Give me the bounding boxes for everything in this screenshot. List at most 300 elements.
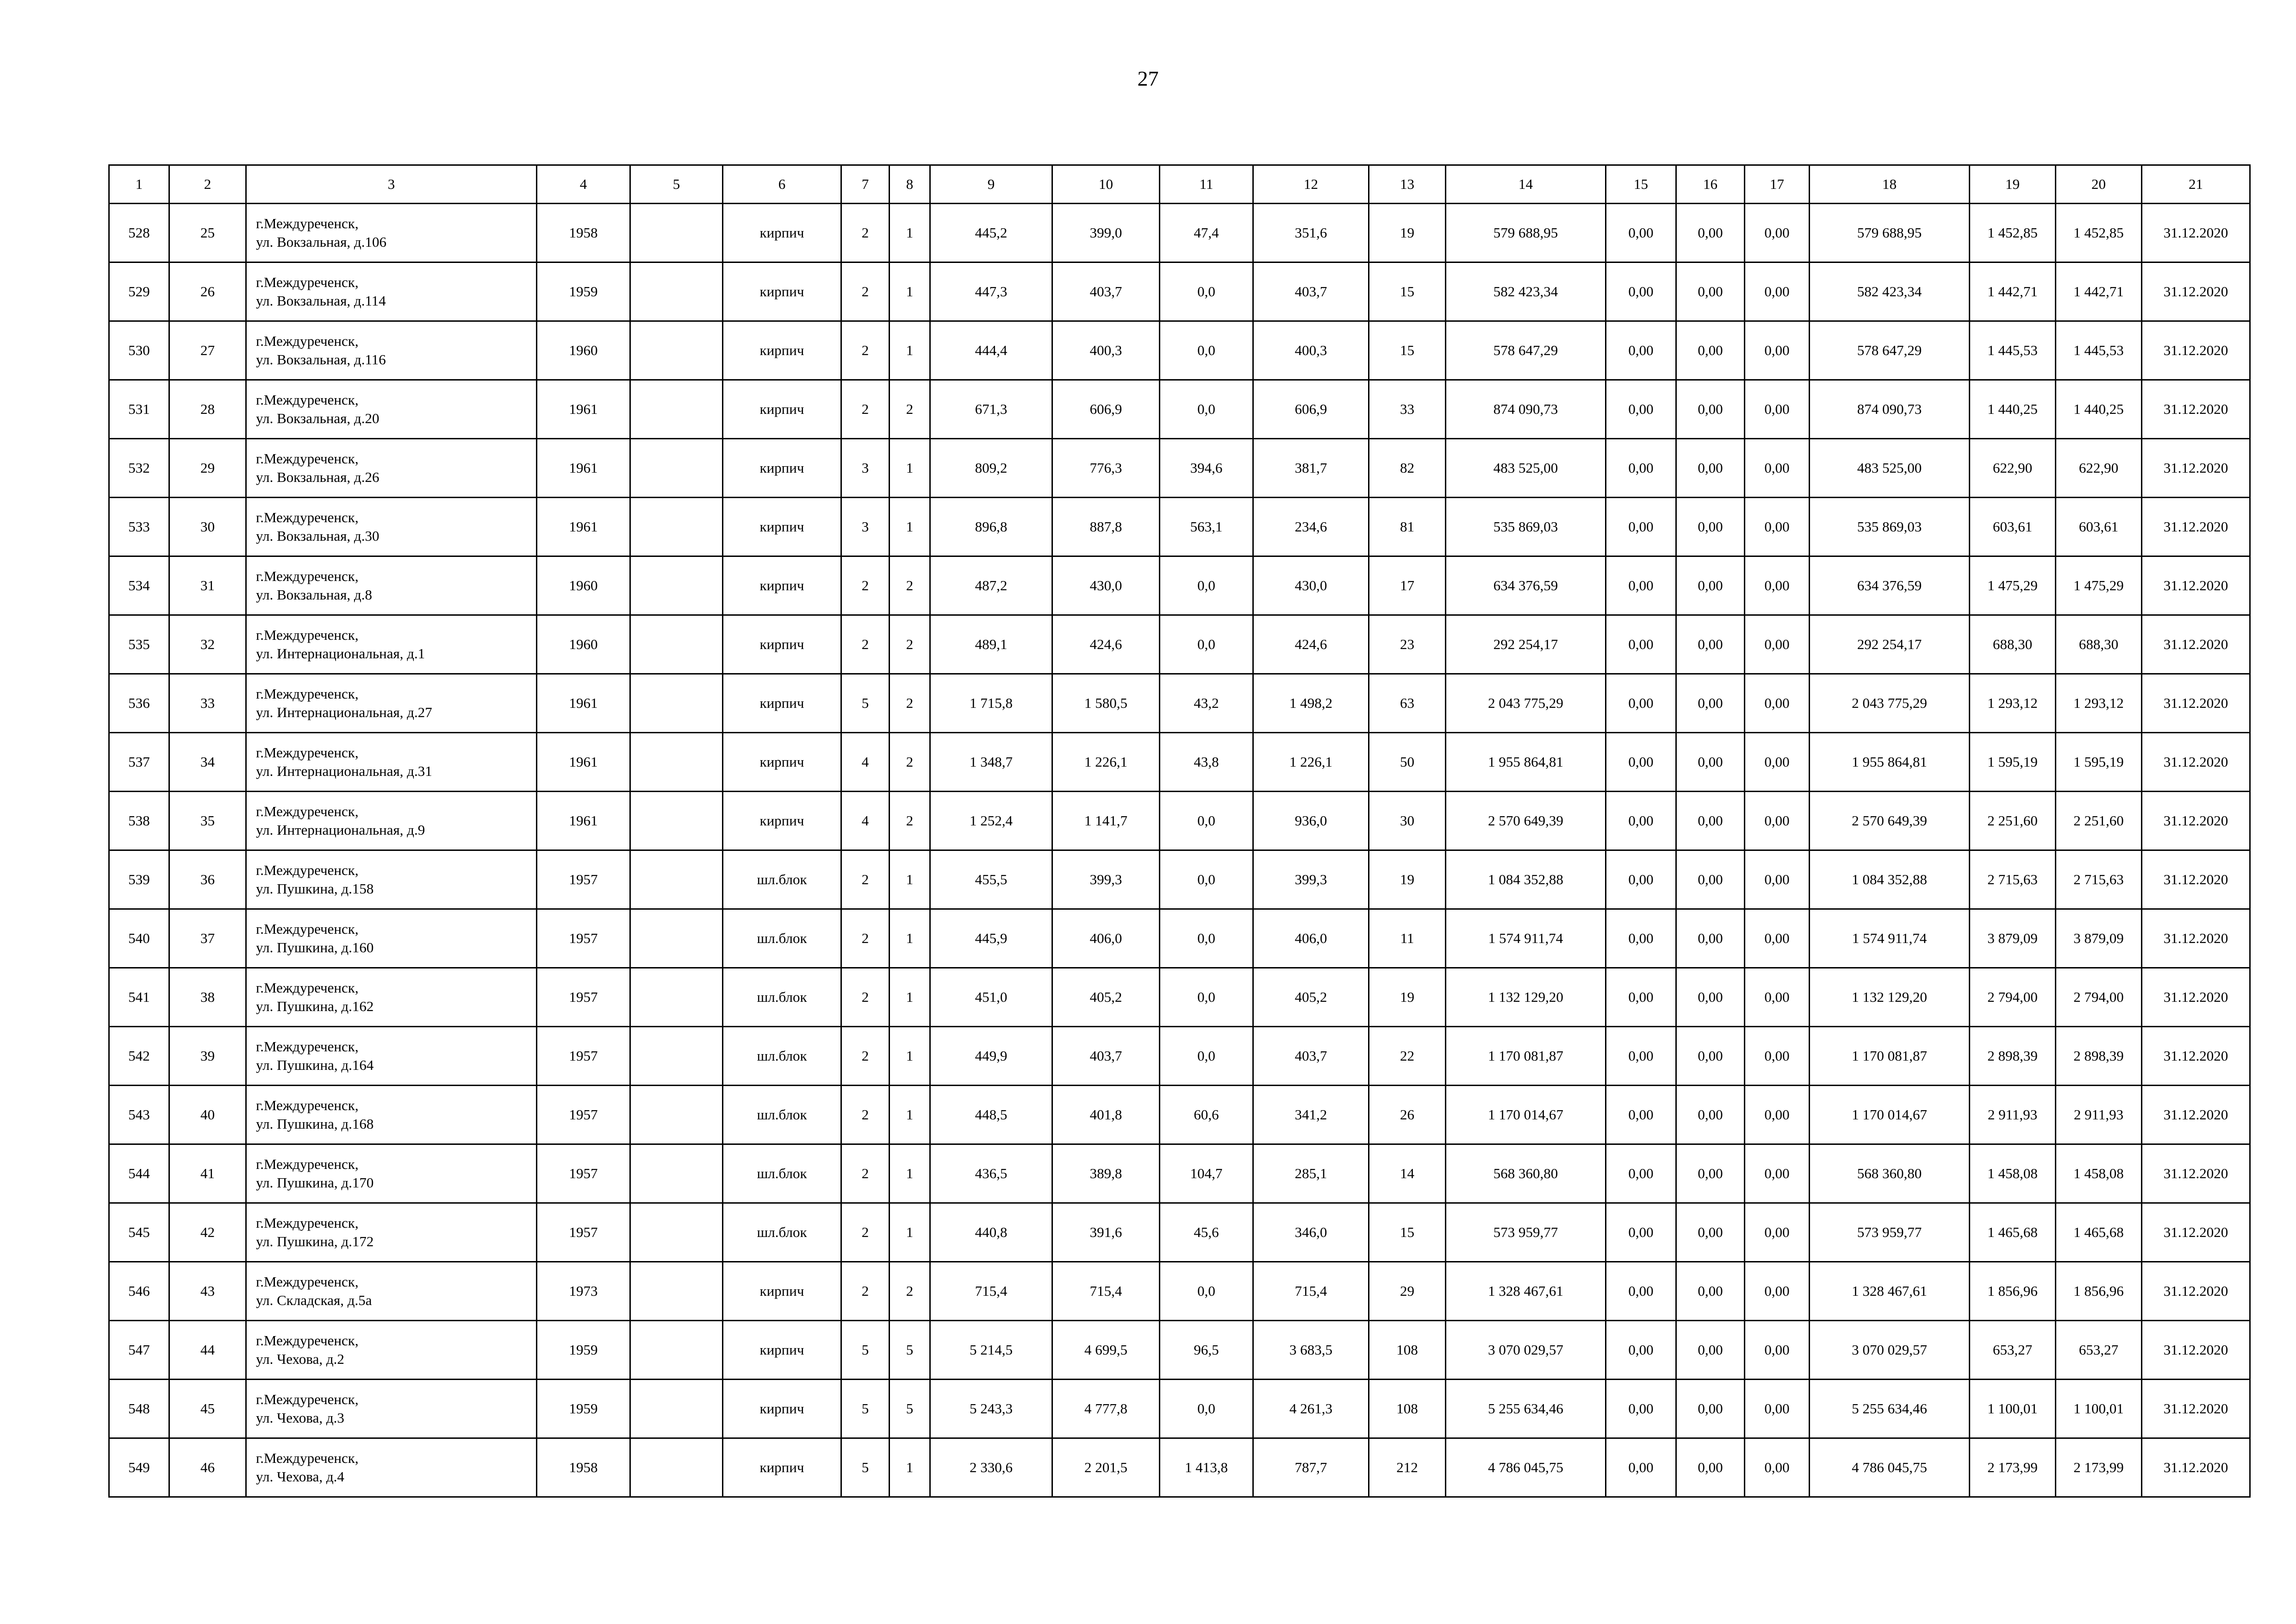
cell-col-12: 400,3 [1253,321,1369,380]
cell-col-15: 0,00 [1606,204,1676,262]
cell-col-12: 1 498,2 [1253,674,1369,733]
cell-col-18: 483 525,00 [1810,439,1970,498]
cell-col-8: 1 [890,498,930,556]
cell-col-19: 1 465,68 [1970,1203,2056,1262]
cell-col-5 [630,439,723,498]
cell-col-10: 4 699,5 [1052,1321,1160,1380]
cell-col-7: 2 [841,1203,890,1262]
cell-col-20: 1 440,25 [2056,380,2142,439]
cell-col-14: 1 132 129,20 [1446,968,1606,1027]
housing-register-table [108,164,2251,1498]
cell-col-14: 634 376,59 [1446,556,1606,615]
cell-col-19: 1 458,08 [1970,1144,2056,1203]
cell-col-1: 528 [109,204,169,262]
cell-col-17: 0,00 [1745,1086,1810,1144]
cell-col-21: 31.12.2020 [2142,909,2250,968]
cell-col-8: 1 [890,968,930,1027]
cell-col-6: шл.блок [723,1203,841,1262]
cell-col-12: 1 226,1 [1253,733,1369,792]
cell-col-12: 3 683,5 [1253,1321,1369,1380]
address-city: г.Междуреченск, [256,744,359,761]
cell-col-2: 42 [169,1203,246,1262]
cell-col-16: 0,00 [1676,556,1745,615]
address-cell [246,674,537,733]
column-header-21: 21 [2142,165,2250,204]
cell-col-19: 1 293,12 [1970,674,2056,733]
address-cell [246,1027,537,1086]
address-cell [246,1086,537,1144]
cell-col-16: 0,00 [1676,1321,1745,1380]
cell-col-17: 0,00 [1745,262,1810,321]
cell-col-10: 403,7 [1052,262,1160,321]
cell-col-8: 1 [890,1203,930,1262]
cell-col-5 [630,204,723,262]
cell-col-6: шл.блок [723,1027,841,1086]
cell-col-12: 341,2 [1253,1086,1369,1144]
cell-col-20: 1 293,12 [2056,674,2142,733]
column-number-row [109,165,2250,204]
cell-col-4: 1961 [537,674,630,733]
table-row [109,204,2250,262]
cell-col-21: 31.12.2020 [2142,1027,2250,1086]
cell-col-12: 4 261,3 [1253,1380,1369,1438]
cell-col-18: 535 869,03 [1810,498,1970,556]
cell-col-17: 0,00 [1745,850,1810,909]
cell-col-9: 489,1 [930,615,1052,674]
cell-col-16: 0,00 [1676,733,1745,792]
cell-col-21: 31.12.2020 [2142,380,2250,439]
address-street: ул. Складская, д.5а [256,1292,372,1308]
cell-col-14: 568 360,80 [1446,1144,1606,1203]
cell-col-5 [630,968,723,1027]
cell-col-6: кирпич [723,1380,841,1438]
cell-col-16: 0,00 [1676,439,1745,498]
cell-col-10: 715,4 [1052,1262,1160,1321]
cell-col-11: 60,6 [1160,1086,1253,1144]
address-city: г.Междуреченск, [256,333,359,349]
cell-col-1: 534 [109,556,169,615]
cell-col-5 [630,498,723,556]
address-cell [246,262,537,321]
cell-col-21: 31.12.2020 [2142,262,2250,321]
cell-col-17: 0,00 [1745,674,1810,733]
address-street: ул. Пушкина, д.164 [256,1057,374,1073]
cell-col-6: кирпич [723,733,841,792]
cell-col-15: 0,00 [1606,1086,1676,1144]
cell-col-7: 2 [841,321,890,380]
cell-col-19: 1 595,19 [1970,733,2056,792]
cell-col-19: 603,61 [1970,498,2056,556]
column-header-17: 17 [1745,165,1810,204]
cell-col-11: 0,0 [1160,909,1253,968]
column-header-9: 9 [930,165,1052,204]
cell-col-1: 546 [109,1262,169,1321]
cell-col-15: 0,00 [1606,615,1676,674]
cell-col-13: 14 [1369,1144,1446,1203]
address-cell [246,615,537,674]
cell-col-20: 622,90 [2056,439,2142,498]
cell-col-8: 1 [890,850,930,909]
address-city: г.Междуреченск, [256,1391,359,1407]
cell-col-2: 32 [169,615,246,674]
cell-col-12: 285,1 [1253,1144,1369,1203]
cell-col-1: 540 [109,909,169,968]
cell-col-16: 0,00 [1676,674,1745,733]
cell-col-12: 234,6 [1253,498,1369,556]
cell-col-2: 29 [169,439,246,498]
cell-col-20: 1 595,19 [2056,733,2142,792]
table-row [109,556,2250,615]
cell-col-9: 449,9 [930,1027,1052,1086]
cell-col-12: 381,7 [1253,439,1369,498]
cell-col-21: 31.12.2020 [2142,1086,2250,1144]
cell-col-14: 582 423,34 [1446,262,1606,321]
cell-col-8: 2 [890,556,930,615]
column-header-8: 8 [890,165,930,204]
cell-col-8: 5 [890,1380,930,1438]
cell-col-16: 0,00 [1676,380,1745,439]
cell-col-16: 0,00 [1676,262,1745,321]
cell-col-15: 0,00 [1606,1438,1676,1497]
cell-col-12: 346,0 [1253,1203,1369,1262]
address-city: г.Междуреченск, [256,1215,359,1231]
cell-col-8: 2 [890,733,930,792]
cell-col-11: 47,4 [1160,204,1253,262]
cell-col-9: 896,8 [930,498,1052,556]
cell-col-16: 0,00 [1676,1438,1745,1497]
address-cell [246,792,537,850]
cell-col-4: 1957 [537,850,630,909]
cell-col-15: 0,00 [1606,1203,1676,1262]
cell-col-20: 1 458,08 [2056,1144,2142,1203]
cell-col-1: 532 [109,439,169,498]
cell-col-13: 50 [1369,733,1446,792]
cell-col-10: 391,6 [1052,1203,1160,1262]
cell-col-6: кирпич [723,556,841,615]
cell-col-19: 2 794,00 [1970,968,2056,1027]
cell-col-9: 445,9 [930,909,1052,968]
cell-col-14: 5 255 634,46 [1446,1380,1606,1438]
cell-col-12: 936,0 [1253,792,1369,850]
cell-col-8: 1 [890,1086,930,1144]
cell-col-18: 568 360,80 [1810,1144,1970,1203]
address-city: г.Междуреченск, [256,980,359,996]
cell-col-4: 1961 [537,439,630,498]
cell-col-11: 45,6 [1160,1203,1253,1262]
cell-col-5 [630,380,723,439]
cell-col-6: кирпич [723,615,841,674]
cell-col-7: 2 [841,1262,890,1321]
cell-col-4: 1957 [537,1086,630,1144]
cell-col-18: 3 070 029,57 [1810,1321,1970,1380]
cell-col-17: 0,00 [1745,380,1810,439]
cell-col-15: 0,00 [1606,556,1676,615]
cell-col-17: 0,00 [1745,1027,1810,1086]
cell-col-9: 5 243,3 [930,1380,1052,1438]
cell-col-13: 23 [1369,615,1446,674]
cell-col-16: 0,00 [1676,909,1745,968]
cell-col-6: шл.блок [723,968,841,1027]
cell-col-11: 0,0 [1160,1027,1253,1086]
cell-col-19: 2 251,60 [1970,792,2056,850]
cell-col-13: 15 [1369,321,1446,380]
cell-col-2: 28 [169,380,246,439]
cell-col-21: 31.12.2020 [2142,850,2250,909]
cell-col-4: 1958 [537,1438,630,1497]
cell-col-9: 451,0 [930,968,1052,1027]
address-city: г.Междуреченск, [256,1038,359,1055]
cell-col-11: 0,0 [1160,968,1253,1027]
column-header-3: 3 [246,165,537,204]
cell-col-10: 399,0 [1052,204,1160,262]
cell-col-17: 0,00 [1745,204,1810,262]
address-cell [246,909,537,968]
address-city: г.Междуреченск, [256,1450,359,1466]
address-city: г.Междуреченск, [256,921,359,937]
cell-col-5 [630,262,723,321]
cell-col-2: 35 [169,792,246,850]
cell-col-20: 2 173,99 [2056,1438,2142,1497]
cell-col-18: 573 959,77 [1810,1203,1970,1262]
cell-col-7: 2 [841,1144,890,1203]
cell-col-12: 399,3 [1253,850,1369,909]
cell-col-7: 2 [841,262,890,321]
cell-col-15: 0,00 [1606,792,1676,850]
cell-col-1: 538 [109,792,169,850]
cell-col-4: 1957 [537,968,630,1027]
table-row [109,968,2250,1027]
cell-col-5 [630,1144,723,1203]
cell-col-19: 2 898,39 [1970,1027,2056,1086]
cell-col-2: 36 [169,850,246,909]
cell-col-6: кирпич [723,439,841,498]
address-cell [246,556,537,615]
cell-col-13: 11 [1369,909,1446,968]
cell-col-2: 27 [169,321,246,380]
cell-col-14: 1 574 911,74 [1446,909,1606,968]
cell-col-18: 582 423,34 [1810,262,1970,321]
cell-col-5 [630,1438,723,1497]
table-row [109,792,2250,850]
cell-col-19: 1 100,01 [1970,1380,2056,1438]
cell-col-16: 0,00 [1676,1380,1745,1438]
cell-col-7: 2 [841,968,890,1027]
table-row [109,615,2250,674]
cell-col-18: 578 647,29 [1810,321,1970,380]
cell-col-13: 82 [1369,439,1446,498]
table-row [109,674,2250,733]
address-city: г.Междуреченск, [256,392,359,408]
cell-col-15: 0,00 [1606,439,1676,498]
address-city: г.Междуреченск, [256,1156,359,1172]
cell-col-10: 1 226,1 [1052,733,1160,792]
cell-col-2: 40 [169,1086,246,1144]
cell-col-9: 2 330,6 [930,1438,1052,1497]
cell-col-4: 1961 [537,380,630,439]
address-cell [246,1380,537,1438]
cell-col-7: 2 [841,1027,890,1086]
cell-col-17: 0,00 [1745,1203,1810,1262]
cell-col-10: 1 580,5 [1052,674,1160,733]
cell-col-20: 2 911,93 [2056,1086,2142,1144]
page-number: 27 [1137,67,1159,90]
cell-col-1: 549 [109,1438,169,1497]
cell-col-9: 487,2 [930,556,1052,615]
cell-col-4: 1959 [537,1380,630,1438]
cell-col-7: 5 [841,674,890,733]
table-row [109,1144,2250,1203]
address-street: ул. Пушкина, д.170 [256,1174,374,1191]
cell-col-21: 31.12.2020 [2142,321,2250,380]
cell-col-18: 1 170 014,67 [1810,1086,1970,1144]
cell-col-7: 2 [841,380,890,439]
cell-col-20: 1 445,53 [2056,321,2142,380]
table-row [109,439,2250,498]
address-street: ул. Вокзальная, д.114 [256,293,386,309]
cell-col-4: 1959 [537,1321,630,1380]
cell-col-6: кирпич [723,204,841,262]
cell-col-6: кирпич [723,380,841,439]
cell-col-7: 5 [841,1380,890,1438]
address-cell [246,1321,537,1380]
cell-col-10: 887,8 [1052,498,1160,556]
cell-col-1: 542 [109,1027,169,1086]
cell-col-14: 535 869,03 [1446,498,1606,556]
cell-col-13: 108 [1369,1380,1446,1438]
cell-col-14: 2 570 649,39 [1446,792,1606,850]
cell-col-14: 483 525,00 [1446,439,1606,498]
cell-col-19: 1 440,25 [1970,380,2056,439]
cell-col-13: 26 [1369,1086,1446,1144]
cell-col-1: 541 [109,968,169,1027]
table-row [109,850,2250,909]
cell-col-15: 0,00 [1606,733,1676,792]
table-row [109,909,2250,968]
cell-col-8: 1 [890,1438,930,1497]
cell-col-21: 31.12.2020 [2142,792,2250,850]
cell-col-17: 0,00 [1745,1321,1810,1380]
cell-col-16: 0,00 [1676,1203,1745,1262]
cell-col-19: 3 879,09 [1970,909,2056,968]
cell-col-9: 444,4 [930,321,1052,380]
cell-col-8: 2 [890,1262,930,1321]
cell-col-20: 1 442,71 [2056,262,2142,321]
cell-col-18: 1 084 352,88 [1810,850,1970,909]
address-street: ул. Вокзальная, д.116 [256,351,386,368]
cell-col-8: 5 [890,1321,930,1380]
cell-col-8: 1 [890,262,930,321]
cell-col-6: шл.блок [723,909,841,968]
cell-col-10: 776,3 [1052,439,1160,498]
cell-col-20: 653,27 [2056,1321,2142,1380]
cell-col-20: 2 251,60 [2056,792,2142,850]
cell-col-17: 0,00 [1745,556,1810,615]
cell-col-1: 547 [109,1321,169,1380]
cell-col-13: 212 [1369,1438,1446,1497]
cell-col-7: 2 [841,204,890,262]
cell-col-2: 26 [169,262,246,321]
cell-col-5 [630,1380,723,1438]
cell-col-6: кирпич [723,1262,841,1321]
cell-col-9: 715,4 [930,1262,1052,1321]
cell-col-15: 0,00 [1606,1144,1676,1203]
column-header-6: 6 [723,165,841,204]
cell-col-4: 1957 [537,1203,630,1262]
column-header-2: 2 [169,165,246,204]
cell-col-20: 1 475,29 [2056,556,2142,615]
address-cell [246,733,537,792]
address-street: ул. Интернациональная, д.27 [256,704,432,720]
cell-col-2: 46 [169,1438,246,1497]
cell-col-7: 5 [841,1438,890,1497]
cell-col-19: 1 856,96 [1970,1262,2056,1321]
cell-col-4: 1957 [537,909,630,968]
cell-col-20: 1 100,01 [2056,1380,2142,1438]
cell-col-17: 0,00 [1745,792,1810,850]
cell-col-11: 394,6 [1160,439,1253,498]
address-city: г.Междуреченск, [256,568,359,584]
cell-col-16: 0,00 [1676,968,1745,1027]
column-header-18: 18 [1810,165,1970,204]
cell-col-7: 2 [841,909,890,968]
cell-col-18: 1 132 129,20 [1810,968,1970,1027]
cell-col-14: 579 688,95 [1446,204,1606,262]
cell-col-2: 33 [169,674,246,733]
cell-col-2: 38 [169,968,246,1027]
cell-col-17: 0,00 [1745,733,1810,792]
cell-col-1: 530 [109,321,169,380]
cell-col-21: 31.12.2020 [2142,1262,2250,1321]
cell-col-21: 31.12.2020 [2142,556,2250,615]
cell-col-8: 2 [890,380,930,439]
address-cell [246,204,537,262]
cell-col-20: 2 794,00 [2056,968,2142,1027]
cell-col-20: 1 856,96 [2056,1262,2142,1321]
address-street: ул. Вокзальная, д.8 [256,587,372,603]
cell-col-18: 292 254,17 [1810,615,1970,674]
address-cell [246,321,537,380]
cell-col-19: 2 173,99 [1970,1438,2056,1497]
cell-col-1: 529 [109,262,169,321]
cell-col-4: 1961 [537,792,630,850]
cell-col-14: 578 647,29 [1446,321,1606,380]
cell-col-10: 1 141,7 [1052,792,1160,850]
cell-col-1: 548 [109,1380,169,1438]
cell-col-16: 0,00 [1676,850,1745,909]
cell-col-15: 0,00 [1606,1380,1676,1438]
cell-col-15: 0,00 [1606,968,1676,1027]
cell-col-1: 544 [109,1144,169,1203]
cell-col-21: 31.12.2020 [2142,733,2250,792]
address-cell [246,1262,537,1321]
column-header-19: 19 [1970,165,2056,204]
cell-col-10: 430,0 [1052,556,1160,615]
cell-col-5 [630,1027,723,1086]
cell-col-19: 2 715,63 [1970,850,2056,909]
cell-col-5 [630,556,723,615]
cell-col-8: 1 [890,909,930,968]
cell-col-21: 31.12.2020 [2142,439,2250,498]
cell-col-12: 424,6 [1253,615,1369,674]
cell-col-1: 539 [109,850,169,909]
cell-col-4: 1961 [537,498,630,556]
cell-col-5 [630,1203,723,1262]
cell-col-16: 0,00 [1676,1086,1745,1144]
cell-col-1: 545 [109,1203,169,1262]
cell-col-13: 22 [1369,1027,1446,1086]
cell-col-19: 688,30 [1970,615,2056,674]
cell-col-12: 403,7 [1253,262,1369,321]
